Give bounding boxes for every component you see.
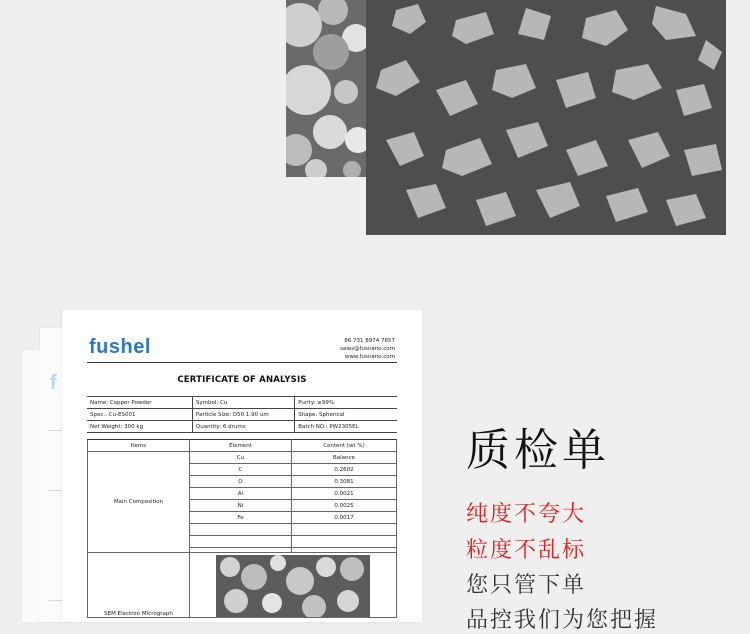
tagline-particle-size: 粒度不乱标 — [466, 538, 587, 563]
content-cell — [291, 524, 396, 536]
tagline-order: 您只管下单 — [466, 573, 587, 598]
certificate-card — [62, 310, 422, 622]
info-cell: Shape: Spherical — [295, 409, 397, 421]
composition-label: Main Composition — [88, 452, 190, 553]
sem-flake-photo — [366, 0, 726, 235]
column-header: Element — [189, 440, 291, 452]
sem-label: SEM Electron Micrograph — [88, 553, 190, 618]
composition-table — [87, 439, 397, 618]
table-row — [87, 409, 397, 421]
divider — [48, 430, 62, 431]
sem-image-cell — [189, 553, 396, 618]
info-cell: Batch NO.: PW2305EL — [295, 421, 397, 433]
contact-phone: 86 731 8974 7657 — [344, 338, 395, 344]
content-cell: Balance — [291, 452, 396, 464]
contact-block — [340, 337, 395, 361]
info-cell: Symbol: Cu — [192, 397, 294, 409]
info-cell: Quantity: 6 drums — [192, 421, 294, 433]
element-cell: Al — [189, 488, 291, 500]
header-divider — [87, 362, 397, 363]
brand-logo: fushel — [89, 336, 151, 358]
certificate-title: CERTIFICATE OF ANALYSIS — [177, 375, 307, 385]
tagline-purity: 纯度不夸大 — [466, 502, 587, 527]
section-heading: 质检单 — [466, 425, 610, 476]
divider — [48, 600, 62, 601]
content-cell: 0.0025 — [291, 500, 396, 512]
tagline-quality-control: 品控我们为您把握 — [466, 608, 659, 633]
table-row — [87, 421, 397, 433]
column-header: Items — [88, 440, 190, 452]
divider — [48, 490, 62, 491]
content-cell: 0.2602 — [291, 464, 396, 476]
element-cell: Fe — [189, 512, 291, 524]
content-cell — [291, 536, 396, 548]
table-header-row — [88, 440, 397, 452]
info-cell: Spec.: Cu-ES001 — [87, 409, 192, 421]
element-cell — [189, 536, 291, 548]
sem-sphere-photo — [286, 0, 368, 177]
contact-email: sales@fusnano.com — [340, 346, 395, 352]
table-row — [88, 553, 397, 618]
table-row — [87, 397, 397, 409]
table-row — [88, 452, 397, 464]
content-cell: 0.0021 — [291, 488, 396, 500]
element-cell — [189, 524, 291, 536]
content-cell: 0.0017 — [291, 512, 396, 524]
column-header: Content (wt %) — [291, 440, 396, 452]
sem-micrograph-thumbnail — [216, 555, 370, 617]
content-cell: 0.3081 — [291, 476, 396, 488]
element-cell: Cu — [189, 452, 291, 464]
info-cell: Net Weight: 300 kg — [87, 421, 192, 433]
info-cell: Particle Size: D50 1.90 um — [192, 409, 294, 421]
element-cell: C — [189, 464, 291, 476]
element-cell: O — [189, 476, 291, 488]
contact-website: www.fusnano.com — [344, 354, 395, 360]
info-cell: Name: Copper Powder — [87, 397, 192, 409]
product-info-table — [87, 396, 397, 433]
element-cell: Ni — [189, 500, 291, 512]
info-cell: Purity: ≥99% — [295, 397, 397, 409]
ghost-logo-mark: f — [50, 372, 57, 394]
